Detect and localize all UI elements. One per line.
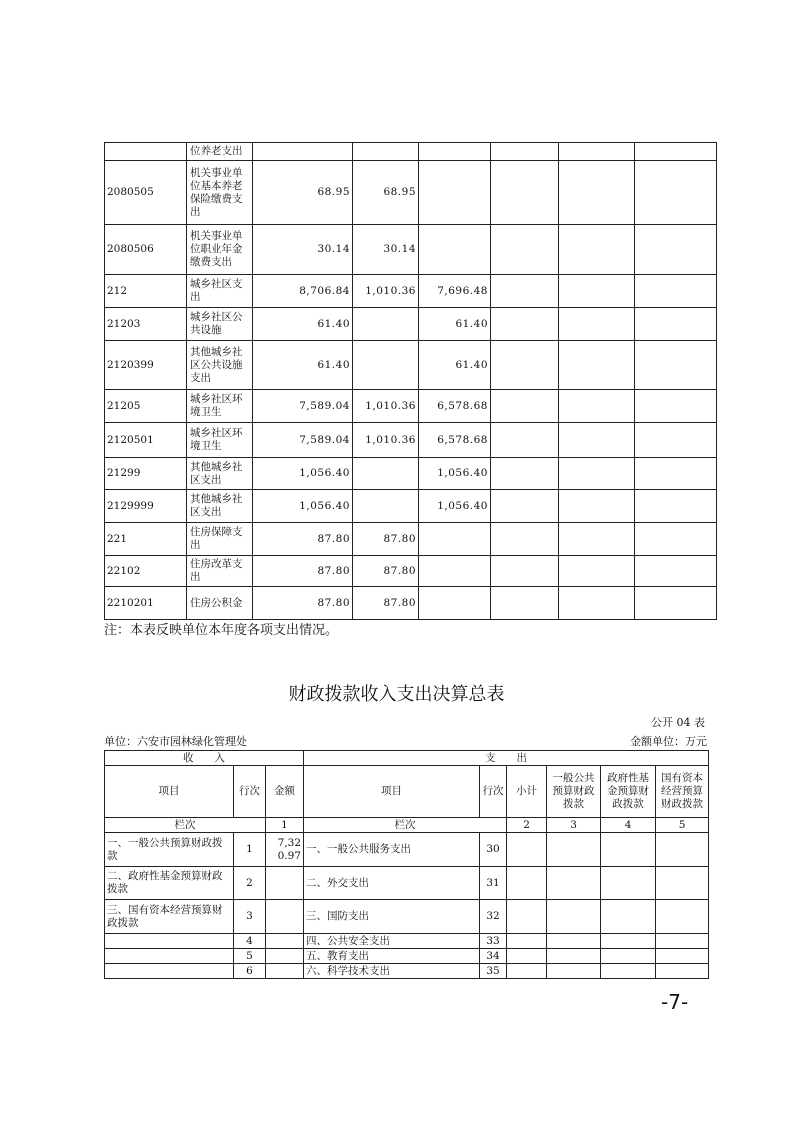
expense-row-no: 33 bbox=[480, 934, 507, 949]
table-row bbox=[105, 949, 709, 964]
row-empty bbox=[491, 308, 559, 341]
cell-empty bbox=[601, 949, 656, 964]
col-item2: 项目 bbox=[304, 766, 480, 818]
row-empty bbox=[491, 423, 559, 458]
cell-empty bbox=[656, 833, 709, 867]
cell-empty bbox=[507, 934, 547, 949]
row-empty bbox=[491, 490, 559, 523]
row-total: 61.40 bbox=[253, 341, 353, 390]
row-basic: 87.80 bbox=[353, 587, 419, 620]
cell-empty bbox=[547, 964, 601, 979]
col-capital: 国有资本经营预算财政拨款 bbox=[656, 766, 709, 818]
cell-empty bbox=[547, 949, 601, 964]
row-project: 61.40 bbox=[419, 341, 491, 390]
row-code: 22102 bbox=[105, 556, 187, 587]
row-name: 机关事业单位职业年金缴费支出 bbox=[187, 225, 253, 275]
row-name: 其他城乡社区支出 bbox=[187, 458, 253, 490]
table-row bbox=[105, 275, 717, 308]
row-empty bbox=[635, 225, 717, 275]
row-empty bbox=[559, 341, 635, 390]
income-amount: 7,320.97 bbox=[266, 833, 304, 867]
row-empty bbox=[559, 523, 635, 556]
row-code: 21205 bbox=[105, 390, 187, 423]
row-basic bbox=[353, 341, 419, 390]
row-project bbox=[419, 225, 491, 275]
income-row-no: 3 bbox=[234, 900, 266, 934]
row-empty bbox=[491, 225, 559, 275]
income-item bbox=[105, 934, 234, 949]
cell-empty bbox=[547, 867, 601, 900]
table-row bbox=[105, 390, 717, 423]
cell-empty bbox=[507, 949, 547, 964]
row-name: 城乡社区公共设施 bbox=[187, 308, 253, 341]
cell-empty bbox=[507, 900, 547, 934]
cell-empty bbox=[507, 833, 547, 867]
expenditure-detail-table bbox=[104, 142, 717, 620]
income-row-no: 4 bbox=[234, 934, 266, 949]
lanci-num: 4 bbox=[601, 818, 656, 833]
lanci-num: 2 bbox=[507, 818, 547, 833]
row-basic: 1,010.36 bbox=[353, 275, 419, 308]
cell-empty bbox=[601, 900, 656, 934]
cell-empty bbox=[507, 964, 547, 979]
expense-item: 四、公共安全支出 bbox=[304, 934, 480, 949]
table-row bbox=[105, 934, 709, 949]
row-empty bbox=[635, 556, 717, 587]
lanci-num: 3 bbox=[547, 818, 601, 833]
row-code: 2080505 bbox=[105, 161, 187, 225]
header-row bbox=[105, 766, 709, 818]
row-empty bbox=[491, 161, 559, 225]
row-empty bbox=[559, 587, 635, 620]
cell-empty bbox=[656, 867, 709, 900]
row-total: 87.80 bbox=[253, 556, 353, 587]
income-row-no: 2 bbox=[234, 867, 266, 900]
row-code: 212 bbox=[105, 275, 187, 308]
row-empty bbox=[559, 423, 635, 458]
cell-empty bbox=[656, 964, 709, 979]
row-empty bbox=[635, 423, 717, 458]
table-row bbox=[105, 556, 717, 587]
row-empty bbox=[491, 587, 559, 620]
row-name: 位养老支出 bbox=[187, 143, 253, 161]
cell-empty bbox=[656, 934, 709, 949]
expense-row-no: 35 bbox=[480, 964, 507, 979]
row-empty bbox=[635, 523, 717, 556]
table-row bbox=[105, 867, 709, 900]
row-project: 61.40 bbox=[419, 308, 491, 341]
row-code bbox=[105, 143, 187, 161]
row-empty bbox=[491, 458, 559, 490]
table-row bbox=[105, 523, 717, 556]
row-project bbox=[419, 143, 491, 161]
row-empty bbox=[491, 275, 559, 308]
income-amount bbox=[266, 949, 304, 964]
cell-empty bbox=[656, 900, 709, 934]
row-basic: 1,010.36 bbox=[353, 423, 419, 458]
table-row bbox=[105, 587, 717, 620]
row-name: 其他城乡社区公共设施支出 bbox=[187, 341, 253, 390]
row-project bbox=[419, 587, 491, 620]
table-row bbox=[105, 423, 717, 458]
row-empty bbox=[635, 341, 717, 390]
row-basic bbox=[353, 308, 419, 341]
expense-item: 二、外交支出 bbox=[304, 867, 480, 900]
row-basic: 87.80 bbox=[353, 556, 419, 587]
row-name: 机关事业单位基本养老保险缴费支出 bbox=[187, 161, 253, 225]
col-row2: 行次 bbox=[480, 766, 507, 818]
cell-empty bbox=[547, 934, 601, 949]
row-name: 城乡社区支出 bbox=[187, 275, 253, 308]
table-row bbox=[105, 308, 717, 341]
row-basic bbox=[353, 143, 419, 161]
fiscal-summary-table bbox=[104, 750, 709, 979]
col-row: 行次 bbox=[234, 766, 266, 818]
row-empty bbox=[635, 275, 717, 308]
row-empty bbox=[635, 587, 717, 620]
row-empty bbox=[491, 390, 559, 423]
row-total: 7,589.04 bbox=[253, 423, 353, 458]
table-row bbox=[105, 833, 709, 867]
col-fund: 政府性基金预算财政拨款 bbox=[601, 766, 656, 818]
col-item: 项目 bbox=[105, 766, 234, 818]
income-amount bbox=[266, 964, 304, 979]
row-project: 6,578.68 bbox=[419, 423, 491, 458]
row-code: 2120399 bbox=[105, 341, 187, 390]
table-note: 注：本表反映单位本年度各项支出情况。 bbox=[104, 623, 339, 638]
row-project: 6,578.68 bbox=[419, 390, 491, 423]
row-name: 住房公积金 bbox=[187, 587, 253, 620]
row-code: 2210201 bbox=[105, 587, 187, 620]
row-project bbox=[419, 523, 491, 556]
table-row bbox=[105, 964, 709, 979]
income-amount bbox=[266, 900, 304, 934]
row-empty bbox=[635, 390, 717, 423]
row-name: 住房保障支出 bbox=[187, 523, 253, 556]
cell-empty bbox=[547, 900, 601, 934]
table-row bbox=[105, 341, 717, 390]
row-total: 7,589.04 bbox=[253, 390, 353, 423]
amount-unit-label: 金额单位：万元 bbox=[630, 735, 707, 748]
row-basic bbox=[353, 490, 419, 523]
expense-item: 五、教育支出 bbox=[304, 949, 480, 964]
row-name: 城乡社区环境卫生 bbox=[187, 423, 253, 458]
row-total: 8,706.84 bbox=[253, 275, 353, 308]
row-project bbox=[419, 556, 491, 587]
row-total: 87.80 bbox=[253, 523, 353, 556]
cell-empty bbox=[601, 867, 656, 900]
row-total: 30.14 bbox=[253, 225, 353, 275]
table-row bbox=[105, 143, 717, 161]
row-empty bbox=[559, 143, 635, 161]
row-name: 其他城乡社区支出 bbox=[187, 490, 253, 523]
lanci-label: 栏次 bbox=[304, 818, 507, 833]
income-item: 三、国有资本经营预算财政拨款 bbox=[105, 900, 234, 934]
row-code: 21299 bbox=[105, 458, 187, 490]
lanci-num: 1 bbox=[266, 818, 304, 833]
row-code: 2080506 bbox=[105, 225, 187, 275]
page-number: -7- bbox=[661, 990, 689, 1014]
row-empty bbox=[559, 225, 635, 275]
row-name: 住房改革支出 bbox=[187, 556, 253, 587]
row-empty bbox=[559, 458, 635, 490]
lanci-label: 栏次 bbox=[105, 818, 266, 833]
row-project: 1,056.40 bbox=[419, 490, 491, 523]
cell-empty bbox=[507, 867, 547, 900]
income-amount bbox=[266, 867, 304, 900]
cell-empty bbox=[547, 833, 601, 867]
lanci-num: 5 bbox=[656, 818, 709, 833]
expense-row-no: 34 bbox=[480, 949, 507, 964]
form-number: 公开 04 表 bbox=[651, 716, 705, 729]
expense-item: 一、一般公共服务支出 bbox=[304, 833, 480, 867]
row-empty bbox=[491, 523, 559, 556]
row-name: 城乡社区环境卫生 bbox=[187, 390, 253, 423]
table-row bbox=[105, 900, 709, 934]
income-row-no: 6 bbox=[234, 964, 266, 979]
row-empty bbox=[559, 275, 635, 308]
cell-empty bbox=[656, 949, 709, 964]
unit-label: 单位：六安市园林绿化管理处 bbox=[104, 735, 247, 748]
row-total: 68.95 bbox=[253, 161, 353, 225]
row-empty bbox=[491, 143, 559, 161]
income-item bbox=[105, 949, 234, 964]
row-code: 221 bbox=[105, 523, 187, 556]
row-project: 1,056.40 bbox=[419, 458, 491, 490]
row-code: 2120501 bbox=[105, 423, 187, 458]
row-basic: 87.80 bbox=[353, 523, 419, 556]
row-empty bbox=[559, 390, 635, 423]
row-total: 61.40 bbox=[253, 308, 353, 341]
income-header: 收 入 bbox=[105, 751, 304, 766]
col-amount: 金额 bbox=[266, 766, 304, 818]
row-empty bbox=[635, 308, 717, 341]
row-empty bbox=[635, 161, 717, 225]
table-row bbox=[105, 161, 717, 225]
row-project: 7,696.48 bbox=[419, 275, 491, 308]
row-basic: 30.14 bbox=[353, 225, 419, 275]
lanci-row bbox=[105, 818, 709, 833]
row-empty bbox=[559, 308, 635, 341]
row-total: 87.80 bbox=[253, 587, 353, 620]
row-basic: 1,010.36 bbox=[353, 390, 419, 423]
row-empty bbox=[491, 556, 559, 587]
row-empty bbox=[559, 161, 635, 225]
income-item bbox=[105, 964, 234, 979]
table-row bbox=[105, 490, 717, 523]
row-code: 2129999 bbox=[105, 490, 187, 523]
expense-row-no: 31 bbox=[480, 867, 507, 900]
row-empty bbox=[635, 458, 717, 490]
col-subtotal: 小计 bbox=[507, 766, 547, 818]
row-basic: 68.95 bbox=[353, 161, 419, 225]
row-basic bbox=[353, 458, 419, 490]
expense-row-no: 30 bbox=[480, 833, 507, 867]
row-empty bbox=[559, 490, 635, 523]
income-row-no: 1 bbox=[234, 833, 266, 867]
income-item: 一、一般公共预算财政拨款 bbox=[105, 833, 234, 867]
expense-item: 六、科学技术支出 bbox=[304, 964, 480, 979]
income-item: 二、政府性基金预算财政拨款 bbox=[105, 867, 234, 900]
expense-header: 支 出 bbox=[304, 751, 709, 766]
row-empty bbox=[559, 556, 635, 587]
income-row-no: 5 bbox=[234, 949, 266, 964]
expense-item: 三、国防支出 bbox=[304, 900, 480, 934]
row-total bbox=[253, 143, 353, 161]
cell-empty bbox=[601, 934, 656, 949]
table-row bbox=[105, 458, 717, 490]
row-project bbox=[419, 161, 491, 225]
row-empty bbox=[635, 490, 717, 523]
header-row bbox=[105, 751, 709, 766]
row-empty bbox=[491, 341, 559, 390]
expense-row-no: 32 bbox=[480, 900, 507, 934]
row-total: 1,056.40 bbox=[253, 458, 353, 490]
col-general: 一般公共预算财政拨款 bbox=[547, 766, 601, 818]
income-amount bbox=[266, 934, 304, 949]
cell-empty bbox=[601, 833, 656, 867]
cell-empty bbox=[601, 964, 656, 979]
row-code: 21203 bbox=[105, 308, 187, 341]
page-title: 财政拨款收入支出决算总表 bbox=[288, 684, 505, 705]
table-row bbox=[105, 225, 717, 275]
row-total: 1,056.40 bbox=[253, 490, 353, 523]
row-empty bbox=[635, 143, 717, 161]
